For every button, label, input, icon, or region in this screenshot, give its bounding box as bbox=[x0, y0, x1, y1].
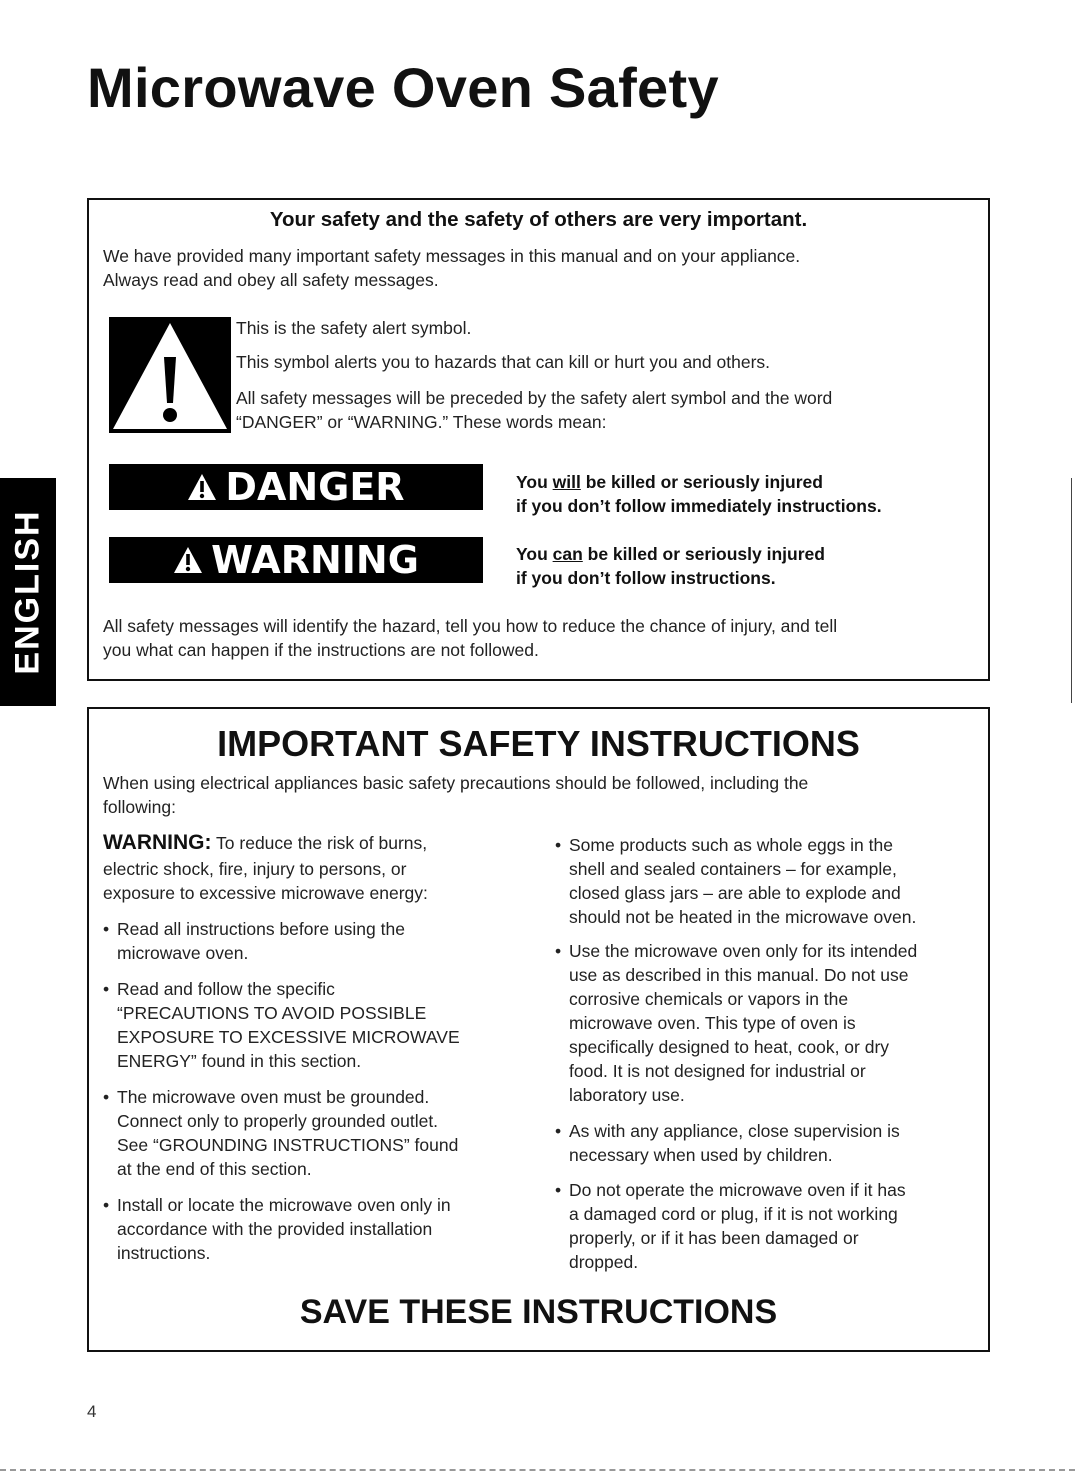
safety-outro-line-2: you what can happen if the instructions are not followed. bbox=[103, 640, 539, 660]
item-line: specifically designed to heat, cook, or dry bbox=[569, 1037, 890, 1057]
warning-meaning-suffix: be killed or seriously injured bbox=[582, 544, 825, 564]
item-line: closed glass jars – are able to explode and bbox=[569, 883, 901, 903]
symbol-description-line-4: “DANGER” or “WARNING.” These words mean: bbox=[236, 412, 607, 432]
item-line: microwave oven. bbox=[117, 943, 249, 963]
danger-meaning-suffix: be killed or seriously injured bbox=[580, 472, 823, 492]
symbol-description-line-3: All safety messages will be preceded by the safety alert symbol and the word bbox=[236, 388, 833, 408]
footer-rule bbox=[0, 1469, 1075, 1471]
language-tab bbox=[0, 478, 56, 706]
language-tab-label: ENGLISH bbox=[8, 509, 47, 675]
item-line: microwave oven. This type of oven is bbox=[569, 1013, 856, 1033]
save-instructions-heading: SAVE THESE INSTRUCTIONS bbox=[299, 1293, 778, 1331]
bullet-marker: • bbox=[555, 835, 562, 855]
item-line: The microwave oven must be grounded. bbox=[117, 1087, 430, 1107]
danger-signal-word bbox=[109, 464, 483, 510]
item-line: laboratory use. bbox=[569, 1085, 685, 1105]
item-line: properly, or if it has been damaged or bbox=[569, 1228, 859, 1248]
item-line: “PRECAUTIONS TO AVOID POSSIBLE bbox=[117, 1003, 427, 1023]
item-line: Some products such as whole eggs in the bbox=[569, 835, 893, 855]
symbol-description-line-1: This is the safety alert symbol. bbox=[236, 318, 472, 338]
item-line: shell and sealed containers – for example, bbox=[569, 859, 897, 879]
warning-meaning-emphasis: can bbox=[552, 544, 583, 564]
safety-intro-heading: Your safety and the safety of others are very important. bbox=[269, 208, 808, 231]
page-edge-rule bbox=[1071, 478, 1072, 703]
item-line: at the end of this section. bbox=[117, 1159, 312, 1179]
left-instruction-item-text bbox=[117, 977, 460, 1073]
item-line: EXPOSURE TO EXCESSIVE MICROWAVE bbox=[117, 1027, 460, 1047]
warning-alert-icon bbox=[173, 546, 203, 574]
bullet-marker: • bbox=[103, 1195, 110, 1215]
warning-statement-line-1: To reduce the risk of burns, bbox=[216, 833, 428, 853]
bullet-marker: • bbox=[555, 1121, 562, 1141]
right-instruction-item-text bbox=[569, 833, 916, 929]
left-instruction-item-text bbox=[117, 1085, 458, 1181]
important-instructions-box bbox=[87, 707, 990, 1352]
symbol-description-line-2: This symbol alerts you to hazards that can kill or hurt you and others. bbox=[236, 352, 771, 372]
danger-meaning-line-2: if you don’t follow immediately instructions. bbox=[516, 496, 882, 516]
right-instruction-item-text bbox=[569, 1178, 906, 1274]
instructions-intro-line-2: following: bbox=[103, 797, 176, 817]
item-line: food. It is not designed for industrial or bbox=[569, 1061, 866, 1081]
danger-alert-icon bbox=[187, 473, 217, 501]
danger-meaning bbox=[516, 470, 882, 518]
warning-label: WARNING bbox=[211, 538, 419, 582]
right-instruction-item-text bbox=[569, 939, 917, 1107]
safety-intro-line-2: Always read and obey all safety messages. bbox=[103, 270, 439, 290]
safety-outro-line-1: All safety messages will identify the hazard, tell you how to reduce the chance of injury, and tell bbox=[103, 616, 838, 636]
item-line: See “GROUNDING INSTRUCTIONS” found bbox=[117, 1135, 459, 1155]
bullet-marker: • bbox=[555, 1180, 562, 1200]
danger-meaning-prefix: You bbox=[516, 472, 553, 492]
left-instruction-item-text bbox=[117, 917, 405, 965]
item-line: corrosive chemicals or vapors in the bbox=[569, 989, 849, 1009]
important-instructions-heading: IMPORTANT SAFETY INSTRUCTIONS bbox=[217, 723, 860, 764]
safety-intro-box bbox=[87, 198, 990, 681]
bullet-marker: • bbox=[555, 941, 562, 961]
item-line: a damaged cord or plug, if it is not working bbox=[569, 1204, 898, 1224]
warning-statement bbox=[103, 831, 427, 855]
warning-meaning bbox=[516, 542, 825, 590]
item-line: Connect only to properly grounded outlet. bbox=[117, 1111, 439, 1131]
warning-statement-line-2: electric shock, fire, injury to persons, or bbox=[103, 859, 407, 879]
item-line: As with any appliance, close supervision is bbox=[569, 1121, 900, 1141]
item-line: use as described in this manual. Do not use bbox=[569, 965, 909, 985]
warning-statement-line-3: exposure to excessive microwave energy: bbox=[103, 883, 428, 903]
warning-statement-label: WARNING: bbox=[103, 831, 212, 854]
safety-intro-line-1: We have provided many important safety messages in this manual and on your appliance. bbox=[103, 246, 801, 266]
item-line: Read all instructions before using the bbox=[117, 919, 405, 939]
item-line: Read and follow the specific bbox=[117, 979, 335, 999]
bullet-marker: • bbox=[103, 1087, 110, 1107]
item-line: accordance with the provided installation bbox=[117, 1219, 433, 1239]
right-instruction-item-text bbox=[569, 1119, 900, 1167]
left-instruction-item-text bbox=[117, 1193, 451, 1265]
page-number: 4 bbox=[87, 1402, 97, 1421]
item-line: Do not operate the microwave oven if it has bbox=[569, 1180, 906, 1200]
item-line: instructions. bbox=[117, 1243, 211, 1263]
item-line: Use the microwave oven only for its intended bbox=[569, 941, 918, 961]
item-line: should not be heated in the microwave oven. bbox=[569, 907, 917, 927]
warning-signal-word bbox=[109, 537, 483, 583]
warning-meaning-prefix: You bbox=[516, 544, 553, 564]
item-line: ENERGY” found in this section. bbox=[117, 1051, 362, 1071]
item-line: necessary when used by children. bbox=[569, 1145, 833, 1165]
danger-label: DANGER bbox=[225, 465, 405, 509]
item-line: dropped. bbox=[569, 1252, 639, 1272]
safety-alert-symbol-icon bbox=[109, 317, 231, 433]
item-line: Install or locate the microwave oven only in bbox=[117, 1195, 451, 1215]
danger-meaning-emphasis: will bbox=[552, 472, 581, 492]
instructions-intro-line-1: When using electrical appliances basic safety precautions should be followed, including the bbox=[103, 773, 809, 793]
bullet-marker: • bbox=[103, 919, 110, 939]
bullet-marker: • bbox=[103, 979, 110, 999]
warning-meaning-line-2: if you don’t follow instructions. bbox=[516, 568, 776, 588]
page-title: Microwave Oven Safety bbox=[87, 56, 719, 119]
